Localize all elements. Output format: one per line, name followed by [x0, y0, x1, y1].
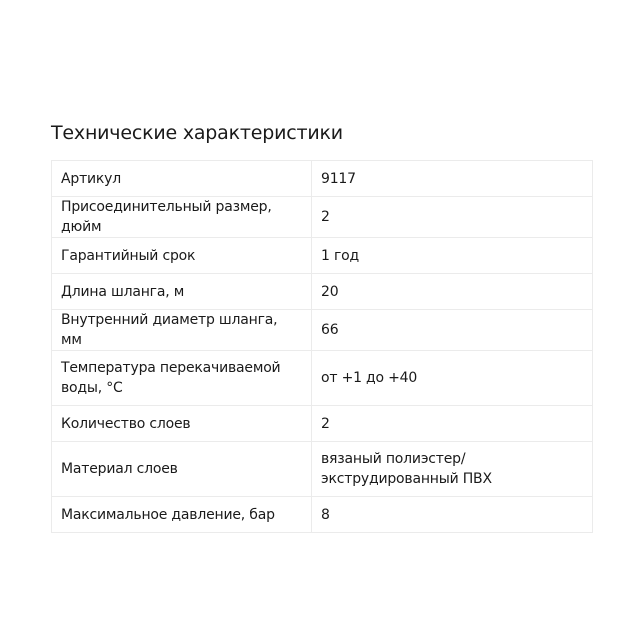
spec-label: Внутренний диаметр шланга, мм: [52, 310, 312, 351]
spec-row-inner-diameter: [52, 310, 593, 351]
spec-label: Температура перекачиваемой воды, °C: [52, 351, 312, 406]
spec-value: от +1 до +40: [312, 351, 593, 406]
spec-value: 66: [312, 310, 593, 351]
spec-value: 2: [312, 197, 593, 238]
spec-label: Количество слоев: [52, 406, 312, 442]
spec-row-hose-length: [52, 274, 593, 310]
spec-value: вязаный полиэстер/ экструдированный ПВХ: [312, 442, 593, 497]
spec-row-layer-count: [52, 406, 593, 442]
spec-row-article: [52, 161, 593, 197]
spec-value: 20: [312, 274, 593, 310]
spec-row-connection-size: [52, 197, 593, 238]
spec-label: Максимальное давление, бар: [52, 497, 312, 533]
spec-row-water-temperature: [52, 351, 593, 406]
spec-label: Материал слоев: [52, 442, 312, 497]
spec-row-layer-material: [52, 442, 593, 497]
spec-label: Артикул: [52, 161, 312, 197]
spec-value: 9117: [312, 161, 593, 197]
spec-value: 8: [312, 497, 593, 533]
spec-label: Гарантийный срок: [52, 238, 312, 274]
spec-value: 1 год: [312, 238, 593, 274]
spec-row-max-pressure: [52, 497, 593, 533]
spec-label: Присоединительный размер, дюйм: [52, 197, 312, 238]
spec-label: Длина шланга, м: [52, 274, 312, 310]
specs-table: [51, 160, 593, 533]
section-title: Технические характеристики: [51, 122, 343, 144]
spec-row-warranty: [52, 238, 593, 274]
spec-value: 2: [312, 406, 593, 442]
